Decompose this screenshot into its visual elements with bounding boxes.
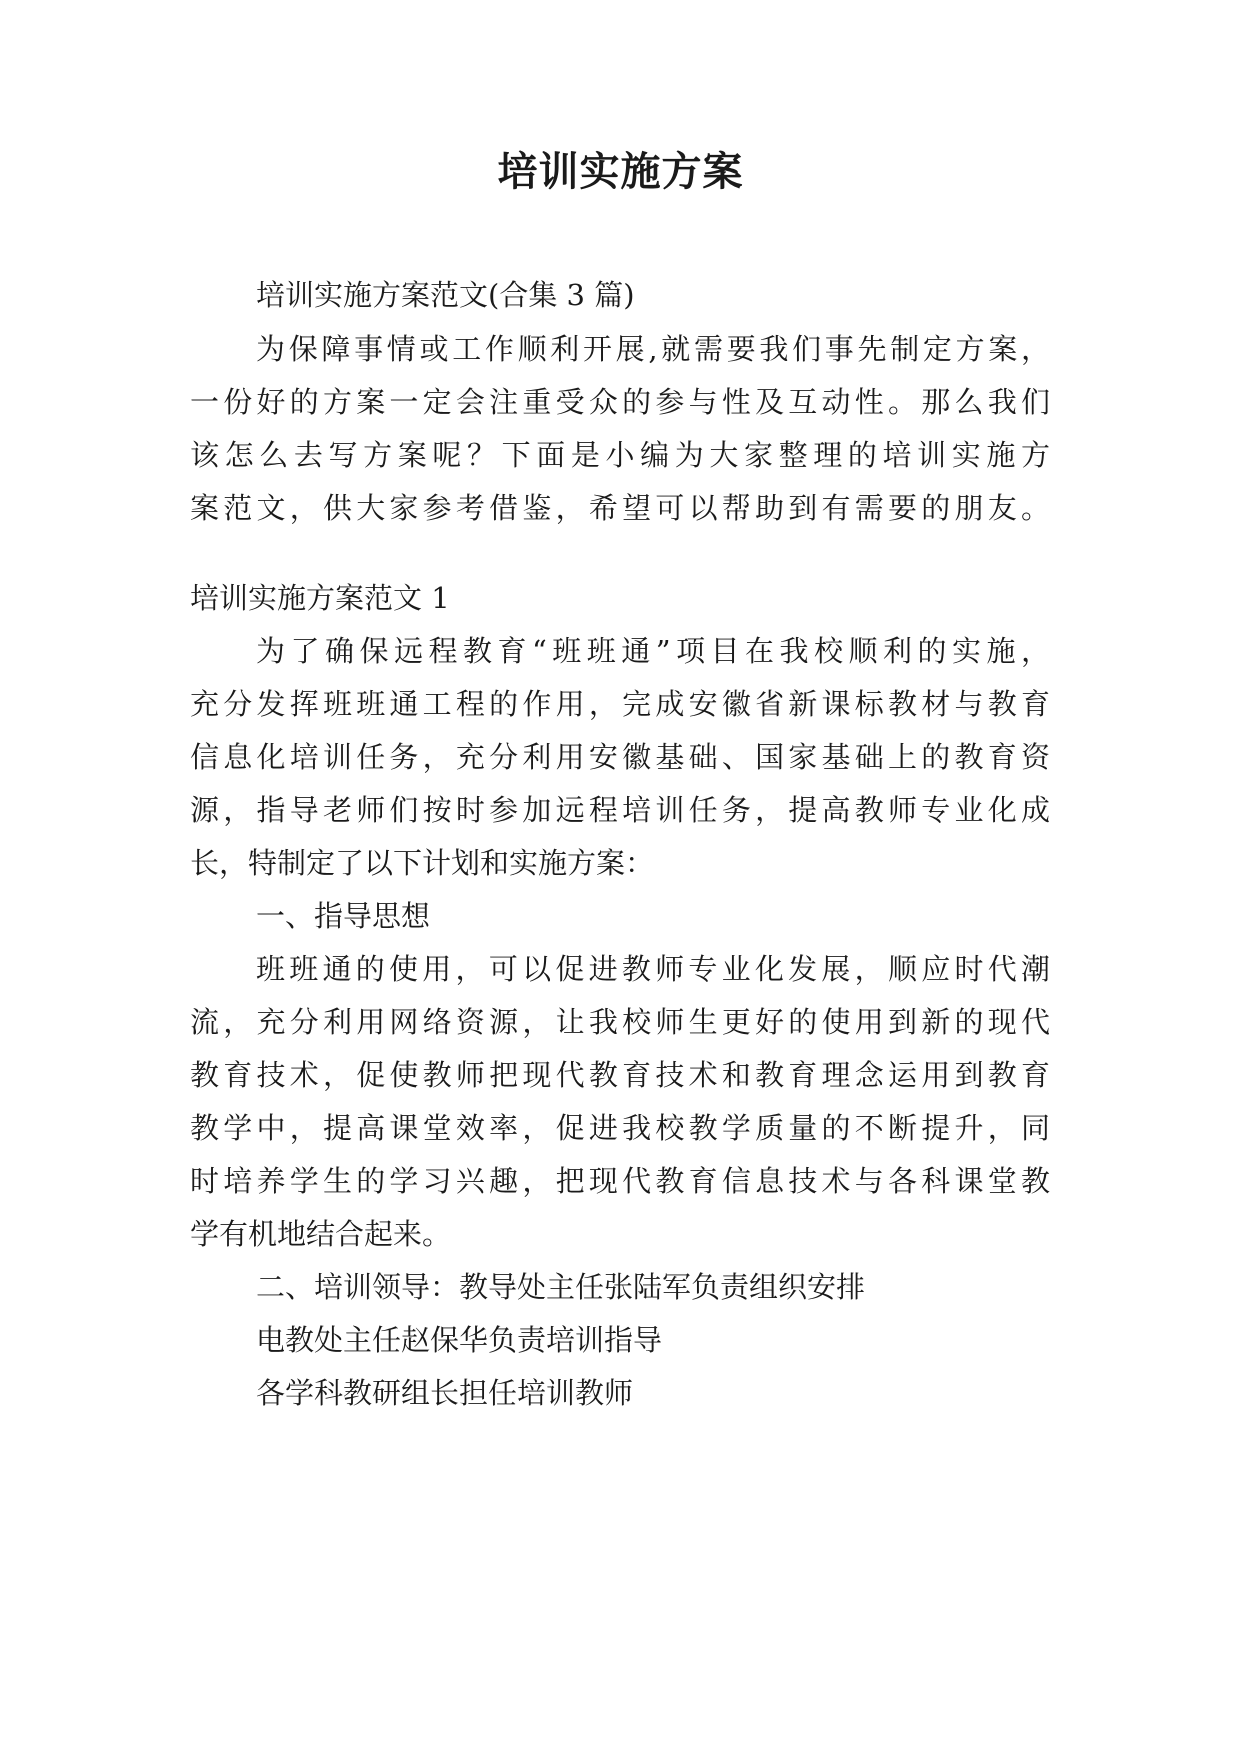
purpose-line: 源，指导老师们按时参加远程培训任务，提高教师专业化成 [190, 793, 1050, 827]
intro-line: 为保障事情或工作顺利开展,就需要我们事先制定方案， [256, 332, 1050, 366]
page-title: 培训实施方案 [497, 148, 744, 195]
document-subtitle: 培训实施方案范文(合集 3 篇) [256, 278, 635, 312]
leader-line: 电教处主任赵保华负责培训指导 [256, 1323, 663, 1357]
guiding-line: 学有机地结合起来。 [190, 1217, 452, 1251]
intro-line: 一份好的方案一定会注重受众的参与性及互动性。那么我们 [190, 385, 1050, 419]
guiding-line: 时培养学生的学习兴趣，把现代教育信息技术与各科课堂教 [190, 1164, 1050, 1198]
purpose-line: 为了确保远程教育“班班通”项目在我校顺利的实施， [256, 634, 1050, 668]
purpose-line: 充分发挥班班通工程的作用，完成安徽省新课标教材与教育 [190, 687, 1050, 721]
leader-line: 各学科教研组长担任培训教师 [256, 1376, 634, 1410]
heading-guiding-ideology: 一、指导思想 [256, 899, 431, 933]
guiding-line: 教育技术，促使教师把现代教育技术和教育理念运用到教育 [190, 1058, 1050, 1092]
heading-training-leadership: 二、培训领导：教导处主任张陆军负责组织安排 [256, 1270, 866, 1304]
purpose-line: 信息化培训任务，充分利用安徽基础、国家基础上的教育资 [190, 740, 1050, 774]
guiding-line: 教学中，提高课堂效率，促进我校教学质量的不断提升，同 [190, 1111, 1050, 1145]
guiding-line: 流，充分利用网络资源，让我校师生更好的使用到新的现代 [190, 1005, 1050, 1039]
purpose-line: 长，特制定了以下计划和实施方案： [190, 846, 655, 880]
intro-line: 案范文，供大家参考借鉴，希望可以帮助到有需要的朋友。 [190, 491, 1050, 525]
guiding-line: 班班通的使用，可以促进教师专业化发展，顺应时代潮 [256, 952, 1050, 986]
intro-line: 该怎么去写方案呢？下面是小编为大家整理的培训实施方 [190, 438, 1050, 472]
section-heading: 培训实施方案范文 1 [190, 581, 450, 615]
